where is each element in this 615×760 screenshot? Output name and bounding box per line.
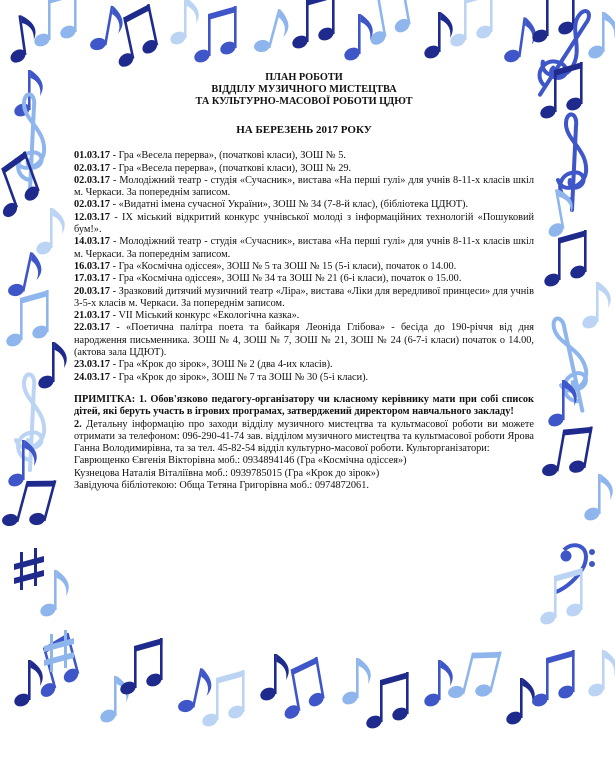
event-text: - Гра «Космічна одіссея», ЗОШ № 34 та ЗОШ № 21 (6-і класи), початок о 15.00.: [110, 273, 462, 285]
event-text: - «Видатні імена сучасної України», ЗОШ № 34 (7-8-й клас), (бібліотека ЦДЮТ).: [110, 199, 469, 211]
bass-clef-icon: [556, 545, 595, 592]
event-text: - Гра «Космічна одіссея», ЗОШ № 5 та ЗОШ № 15 (5-і класи), початок о 14.00.: [110, 260, 457, 272]
note-item-2-number: 2.: [74, 418, 82, 430]
eighth-note-icon: [586, 650, 615, 699]
list-item: [74, 310, 534, 322]
event-text: - Гра «Крок до зірок», ЗОШ № 7 та ЗОШ № 30 (5-і класи).: [110, 371, 369, 383]
eighth-note-icon: [582, 474, 613, 523]
event-text: - Гра «Весела перерва», (початкові класи), ЗОШ № 5.: [110, 150, 346, 162]
eighth-note-icon: [422, 660, 453, 709]
event-date: 22.03.17: [74, 322, 111, 334]
event-text: - ІХ міський відкритий конкурс учнівської молоді з інформаційних технологій «Пошуковий бум!».: [74, 211, 534, 236]
eighth-note-icon: [340, 658, 371, 707]
event-date: 16.03.17: [74, 260, 111, 272]
list-item: [74, 236, 534, 261]
beamed-notes-icon: [274, 657, 329, 723]
beamed-notes-icon: [32, 0, 78, 49]
list-item: [74, 261, 534, 273]
event-date: 02.03.17: [74, 174, 111, 186]
eighth-note-icon: [168, 0, 199, 47]
eighth-note-icon: [87, 3, 126, 56]
note-item-2: [74, 419, 534, 456]
left-band-notes: [0, 70, 69, 619]
list-item: [74, 322, 534, 359]
beamed-notes-icon: [364, 672, 410, 731]
treble-clef-icon: [16, 374, 44, 470]
plan-title-line3: ТА КУЛЬТУРНО-МАСОВОЇ РОБОТИ ЦДЮТ: [195, 96, 413, 107]
document-body: [74, 72, 534, 492]
event-text: - Молодіжний театр - студія «Сучасник», вистава «На перші гулі» для учнів 8-11-х класів шкіл м. Черкаси. За попереднім записом.: [74, 174, 534, 199]
note-important: [74, 394, 534, 419]
list-item: [74, 212, 534, 237]
eighth-note-icon: [3, 13, 40, 66]
beamed-notes-icon: [4, 290, 50, 349]
eighth-note-icon: [36, 342, 67, 391]
event-date: 23.03.17: [74, 359, 111, 371]
plan-title-line1: ПЛАН РОБОТИ: [265, 72, 343, 83]
eighth-note-icon: [34, 208, 65, 257]
eighth-note-icon: [504, 678, 535, 727]
eighth-note-icon: [342, 14, 373, 63]
event-date: 02.03.17: [74, 199, 111, 211]
beamed-notes-icon: [542, 230, 588, 289]
note-bold-text: ПРИМІТКА: 1. Обов'язково педагогу-організатору чи класному керівнику мати при собі список дітей, які беруть участь в ігрових програмах, затверджений директором навчального закладу!: [74, 393, 534, 418]
event-date: 01.03.17: [74, 150, 111, 162]
eighth-note-icon: [38, 570, 69, 619]
event-text: - «Поетична палітра поета та байкаря Леоніда Глібова» - бесіда до 190-річчя від дня народження письменника. ЗОШ № 4, ЗОШ № 7, ЗОШ № 21, ЗОШ № 24 (6-7-і класи) початок о 14.00, (актова зала ЦДЮТ).: [74, 322, 534, 359]
event-date: 14.03.17: [74, 236, 111, 248]
list-item: [74, 175, 534, 200]
eighth-note-icon: [501, 15, 538, 68]
beamed-notes-icon: [192, 6, 238, 65]
contact-line: Кузнецова Наталія Віталіївна моб.: 0939785015 (Гра «Крок до зірок»): [74, 467, 380, 479]
list-item: [74, 286, 534, 311]
beamed-notes-icon: [448, 0, 494, 49]
list-item: [74, 372, 534, 384]
event-date: 20.03.17: [74, 285, 111, 297]
list-item: [74, 359, 534, 371]
eighth-note-icon: [258, 654, 289, 703]
sharp-icon: [14, 548, 44, 590]
event-date: 02.03.17: [74, 162, 111, 174]
plan-title-line2: ВІДДІЛУ МУЗИЧНОГО МИСТЕЦТВА: [211, 84, 397, 95]
eighth-note-icon: [422, 12, 453, 61]
plan-period: НА БЕРЕЗЕНЬ 2017 РОКУ: [236, 124, 372, 136]
bottom-band-notes: [12, 630, 615, 731]
event-date: 24.03.17: [74, 371, 111, 383]
eighth-note-icon: [580, 282, 611, 331]
event-text: - Гра «Весела перерва», (початкові класи), ЗОШ № 29.: [110, 162, 352, 174]
event-text: - Гра «Крок до зірок», ЗОШ № 2 (два 4-их класів).: [110, 359, 333, 371]
right-band-notes: [538, 62, 613, 627]
list-item: [74, 150, 534, 162]
contact-line: Завідуюча бібліотекою: Обща Тетяна Григорівна моб.: 0974872061.: [74, 480, 369, 492]
treble-clef-icon: [544, 315, 596, 415]
note-item-2-text: Детальну інформацію про заходи відділу музичного мистецтва та культмасової роботи ви можете отримати за телефоном: 096-290-41-74 зав. відділом музичного мистецтва та культмасової роботи Ярова Ганна Володимирівна, та за тел. 45-82-54 відділ культурно-масової роботи. Культорганізатори:: [74, 418, 534, 455]
event-date: 21.03.17: [74, 310, 111, 322]
eighth-note-icon: [250, 5, 292, 60]
event-text: - Молодіжний театр - студія «Сучасник», вистава «На перші гулі» для учнів 8-11-х класів шкіл м. Черкаси. За попереднім записом.: [74, 236, 534, 260]
eighth-note-icon: [12, 660, 43, 709]
beamed-notes-icon: [539, 419, 594, 485]
event-text: - VII Міський конкурс «Екологічна казка».: [110, 310, 300, 322]
beamed-notes-icon: [530, 0, 576, 45]
beamed-notes-icon: [444, 641, 502, 709]
beamed-notes-icon: [0, 469, 58, 538]
list-item: [74, 273, 534, 285]
eighth-note-icon: [175, 665, 215, 719]
event-date: 12.03.17: [74, 211, 111, 223]
event-text: - Зразковий дитячий музичний театр «Ліра», вистава «Ліки для вередливої принцеси» для учнів 3-5-х класів м. Черкаси. За попереднім записом.: [74, 285, 534, 309]
event-date: 17.03.17: [74, 273, 111, 285]
beamed-notes-icon: [290, 0, 336, 51]
eighth-note-icon: [586, 12, 615, 61]
note-section: [74, 394, 534, 492]
beamed-notes-icon: [118, 638, 164, 697]
list-item: [74, 199, 534, 211]
list-item: [74, 163, 534, 175]
contact-line: Гаврющенко Євгенія Вікторівна моб.: 0934894146 (Гра «Космічна одіссея»): [74, 455, 407, 467]
events-list: [74, 150, 534, 384]
beamed-notes-icon: [530, 650, 576, 709]
